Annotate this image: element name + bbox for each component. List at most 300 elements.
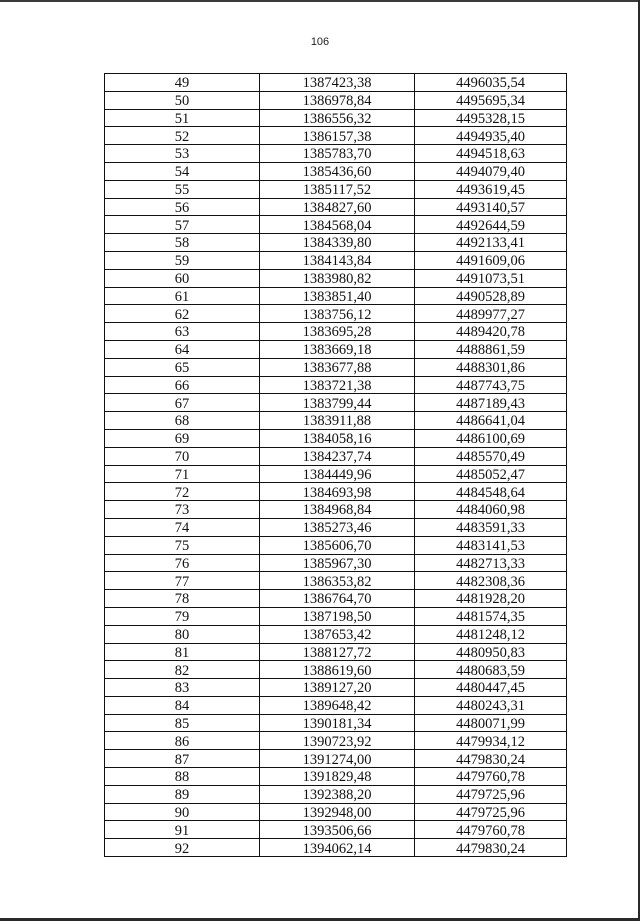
table-row bbox=[105, 501, 567, 519]
y-coordinate-cell bbox=[415, 91, 567, 109]
cell-text: 4495695,34 bbox=[456, 92, 525, 110]
cell-text: 69 bbox=[174, 430, 190, 448]
table-row bbox=[105, 483, 567, 501]
y-coordinate-cell bbox=[415, 216, 567, 234]
cell-text: 77 bbox=[174, 573, 190, 590]
x-coordinate-cell bbox=[260, 785, 415, 803]
y-coordinate-cell bbox=[415, 251, 567, 269]
cell-text: 4487743,75 bbox=[456, 377, 525, 394]
table-row bbox=[105, 679, 567, 697]
x-coordinate-cell bbox=[260, 234, 415, 252]
table-row bbox=[105, 607, 567, 625]
table-row bbox=[105, 91, 567, 109]
point-number-cell bbox=[105, 145, 260, 163]
cell-text: 4494518,63 bbox=[456, 146, 525, 163]
cell-text: 4479760,78 bbox=[456, 822, 525, 839]
cell-text: 68 bbox=[174, 413, 190, 430]
cell-text: 1383669,18 bbox=[302, 341, 372, 359]
cell-text: 4479830,24 bbox=[456, 751, 525, 768]
x-coordinate-cell bbox=[260, 839, 415, 857]
cell-text: 4493619,45 bbox=[456, 181, 525, 199]
point-number-cell bbox=[105, 625, 260, 643]
table-row bbox=[105, 198, 567, 216]
y-coordinate-cell bbox=[415, 109, 567, 127]
cell-text: 1386764,70 bbox=[302, 590, 372, 608]
x-coordinate-cell bbox=[260, 127, 415, 145]
point-number-cell bbox=[105, 768, 260, 786]
point-number-cell bbox=[105, 518, 260, 536]
table-row bbox=[105, 732, 567, 750]
point-number-cell bbox=[105, 572, 260, 590]
y-coordinate-cell bbox=[415, 803, 567, 821]
point-number-cell bbox=[105, 74, 260, 92]
cell-text: 1383799,44 bbox=[302, 395, 372, 412]
point-number-cell bbox=[105, 465, 260, 483]
cell-text: 4492644,59 bbox=[456, 217, 525, 234]
point-number-cell bbox=[105, 340, 260, 358]
table-row bbox=[105, 358, 567, 376]
y-coordinate-cell bbox=[415, 287, 567, 305]
cell-text: 81 bbox=[174, 644, 190, 661]
x-coordinate-cell bbox=[260, 821, 415, 839]
point-number-cell bbox=[105, 696, 260, 714]
table-row bbox=[105, 768, 567, 786]
cell-text: 4491609,06 bbox=[456, 252, 525, 270]
point-number-cell bbox=[105, 785, 260, 803]
y-coordinate-cell bbox=[415, 305, 567, 323]
cell-text: 60 bbox=[174, 270, 190, 288]
cell-text: 90 bbox=[174, 804, 190, 821]
point-number-cell bbox=[105, 839, 260, 857]
table-row bbox=[105, 750, 567, 768]
cell-text: 4479830,24 bbox=[456, 840, 525, 857]
page-edge-top bbox=[0, 0, 640, 2]
cell-text: 1383911,88 bbox=[302, 413, 372, 430]
y-coordinate-cell bbox=[415, 180, 567, 198]
x-coordinate-cell bbox=[260, 554, 415, 572]
cell-text: 66 bbox=[174, 377, 190, 394]
point-number-cell bbox=[105, 376, 260, 394]
y-coordinate-cell bbox=[415, 607, 567, 625]
x-coordinate-cell bbox=[260, 145, 415, 163]
cell-text: 61 bbox=[174, 288, 190, 305]
cell-text: 4488861,59 bbox=[456, 341, 525, 359]
cell-text: 1384827,60 bbox=[302, 199, 372, 216]
cell-text: 75 bbox=[174, 537, 190, 555]
y-coordinate-cell bbox=[415, 465, 567, 483]
x-coordinate-cell bbox=[260, 429, 415, 447]
y-coordinate-cell bbox=[415, 162, 567, 180]
cell-text: 1390181,34 bbox=[302, 715, 372, 732]
table-row bbox=[105, 412, 567, 430]
table-row bbox=[105, 74, 567, 92]
y-coordinate-cell bbox=[415, 679, 567, 697]
x-coordinate-cell bbox=[260, 572, 415, 590]
cell-text: 1392388,20 bbox=[302, 786, 372, 804]
y-coordinate-cell bbox=[415, 483, 567, 501]
table-row bbox=[105, 162, 567, 180]
table-row bbox=[105, 287, 567, 305]
cell-text: 1385967,30 bbox=[302, 555, 372, 572]
cell-text: 4495328,15 bbox=[456, 110, 525, 127]
cell-text: 4484060,98 bbox=[456, 502, 525, 519]
table-row bbox=[105, 127, 567, 145]
cell-text: 85 bbox=[174, 715, 190, 732]
x-coordinate-cell bbox=[260, 269, 415, 287]
cell-text: 54 bbox=[174, 163, 190, 181]
cell-text: 4493140,57 bbox=[456, 199, 525, 216]
y-coordinate-cell bbox=[415, 839, 567, 857]
point-number-cell bbox=[105, 821, 260, 839]
y-coordinate-cell bbox=[415, 625, 567, 643]
cell-text: 1386556,32 bbox=[302, 110, 372, 127]
cell-text: 83 bbox=[174, 679, 190, 697]
cell-text: 1384693,98 bbox=[302, 484, 372, 501]
table-row bbox=[105, 429, 567, 447]
y-coordinate-cell bbox=[415, 127, 567, 145]
x-coordinate-cell bbox=[260, 483, 415, 501]
cell-text: 1383980,82 bbox=[302, 270, 372, 288]
x-coordinate-cell bbox=[260, 696, 415, 714]
cell-text: 1384568,04 bbox=[302, 217, 372, 234]
x-coordinate-cell bbox=[260, 412, 415, 430]
cell-text: 1383677,88 bbox=[302, 359, 372, 377]
cell-text: 88 bbox=[174, 768, 190, 786]
y-coordinate-cell bbox=[415, 429, 567, 447]
cell-text: 1383756,12 bbox=[302, 306, 372, 323]
x-coordinate-cell bbox=[260, 216, 415, 234]
y-coordinate-cell bbox=[415, 572, 567, 590]
point-number-cell bbox=[105, 447, 260, 465]
cell-text: 80 bbox=[174, 626, 190, 643]
y-coordinate-cell bbox=[415, 714, 567, 732]
point-number-cell bbox=[105, 429, 260, 447]
cell-text: 92 bbox=[174, 840, 190, 857]
cell-text: 4479725,96 bbox=[456, 786, 525, 804]
cell-text: 1392948,00 bbox=[302, 804, 372, 821]
x-coordinate-cell bbox=[260, 590, 415, 608]
table-row bbox=[105, 625, 567, 643]
point-number-cell bbox=[105, 750, 260, 768]
x-coordinate-cell bbox=[260, 251, 415, 269]
y-coordinate-cell bbox=[415, 358, 567, 376]
x-coordinate-cell bbox=[260, 394, 415, 412]
x-coordinate-cell bbox=[260, 162, 415, 180]
cell-text: 1384058,16 bbox=[302, 430, 372, 448]
cell-text: 4482713,33 bbox=[456, 555, 525, 572]
cell-text: 1394062,14 bbox=[302, 840, 372, 857]
y-coordinate-cell bbox=[415, 750, 567, 768]
cell-text: 4480071,99 bbox=[456, 715, 525, 732]
point-number-cell bbox=[105, 803, 260, 821]
cell-text: 4486100,69 bbox=[456, 430, 525, 448]
point-number-cell bbox=[105, 483, 260, 501]
cell-text: 74 bbox=[174, 519, 190, 537]
y-coordinate-cell bbox=[415, 518, 567, 536]
x-coordinate-cell bbox=[260, 768, 415, 786]
x-coordinate-cell bbox=[260, 465, 415, 483]
x-coordinate-cell bbox=[260, 358, 415, 376]
x-coordinate-cell bbox=[260, 198, 415, 216]
table-row bbox=[105, 714, 567, 732]
cell-text: 1387198,50 bbox=[302, 608, 372, 626]
cell-text: 1384968,84 bbox=[302, 502, 372, 519]
cell-text: 52 bbox=[174, 128, 190, 145]
cell-text: 70 bbox=[174, 448, 190, 466]
cell-text: 4490528,89 bbox=[456, 288, 525, 305]
cell-text: 79 bbox=[174, 608, 190, 626]
cell-text: 4486641,04 bbox=[456, 413, 525, 430]
y-coordinate-cell bbox=[415, 501, 567, 519]
cell-text: 1390723,92 bbox=[302, 733, 372, 750]
cell-text: 4485052,47 bbox=[456, 466, 525, 483]
cell-text: 1386353,82 bbox=[302, 573, 372, 590]
x-coordinate-cell bbox=[260, 750, 415, 768]
cell-text: 89 bbox=[174, 786, 190, 804]
cell-text: 50 bbox=[174, 92, 190, 110]
cell-text: 86 bbox=[174, 733, 190, 750]
cell-text: 57 bbox=[174, 217, 190, 234]
point-number-cell bbox=[105, 251, 260, 269]
cell-text: 1384143,84 bbox=[302, 252, 372, 270]
x-coordinate-cell bbox=[260, 287, 415, 305]
y-coordinate-cell bbox=[415, 536, 567, 554]
cell-text: 4480447,45 bbox=[456, 679, 525, 697]
cell-text: 4489420,78 bbox=[456, 324, 525, 341]
point-number-cell bbox=[105, 216, 260, 234]
cell-text: 49 bbox=[174, 74, 190, 92]
cell-text: 71 bbox=[174, 466, 190, 483]
table-row bbox=[105, 323, 567, 341]
table-row bbox=[105, 572, 567, 590]
cell-text: 4480243,31 bbox=[456, 697, 525, 715]
table-row bbox=[105, 803, 567, 821]
x-coordinate-cell bbox=[260, 643, 415, 661]
cell-text: 4481574,35 bbox=[456, 608, 525, 626]
point-number-cell bbox=[105, 394, 260, 412]
point-number-cell bbox=[105, 91, 260, 109]
cell-text: 4481248,12 bbox=[456, 626, 525, 643]
cell-text: 4494935,40 bbox=[456, 128, 525, 145]
x-coordinate-cell bbox=[260, 180, 415, 198]
cell-text: 1388619,60 bbox=[302, 662, 372, 679]
y-coordinate-cell bbox=[415, 643, 567, 661]
point-number-cell bbox=[105, 234, 260, 252]
x-coordinate-cell bbox=[260, 518, 415, 536]
x-coordinate-cell bbox=[260, 91, 415, 109]
table-row bbox=[105, 696, 567, 714]
cell-text: 1384449,96 bbox=[302, 466, 372, 483]
cell-text: 4480950,83 bbox=[456, 644, 525, 661]
cell-text: 1383851,40 bbox=[302, 288, 372, 305]
point-number-cell bbox=[105, 607, 260, 625]
cell-text: 91 bbox=[174, 822, 190, 839]
x-coordinate-cell bbox=[260, 340, 415, 358]
point-number-cell bbox=[105, 287, 260, 305]
cell-text: 1389127,20 bbox=[302, 679, 372, 697]
cell-text: 1383721,38 bbox=[302, 377, 372, 394]
cell-text: 1393506,66 bbox=[302, 822, 372, 839]
table-row bbox=[105, 216, 567, 234]
point-number-cell bbox=[105, 162, 260, 180]
table-row bbox=[105, 394, 567, 412]
cell-text: 4484548,64 bbox=[456, 484, 525, 501]
coordinates-table bbox=[104, 73, 567, 857]
x-coordinate-cell bbox=[260, 803, 415, 821]
point-number-cell bbox=[105, 305, 260, 323]
table-row bbox=[105, 518, 567, 536]
table-row bbox=[105, 109, 567, 127]
cell-text: 4494079,40 bbox=[456, 163, 525, 181]
point-number-cell bbox=[105, 269, 260, 287]
point-number-cell bbox=[105, 198, 260, 216]
cell-text: 65 bbox=[174, 359, 190, 377]
point-number-cell bbox=[105, 109, 260, 127]
cell-text: 58 bbox=[174, 235, 190, 252]
y-coordinate-cell bbox=[415, 821, 567, 839]
x-coordinate-cell bbox=[260, 607, 415, 625]
x-coordinate-cell bbox=[260, 536, 415, 554]
cell-text: 1385606,70 bbox=[302, 537, 372, 555]
table-row bbox=[105, 643, 567, 661]
table-row bbox=[105, 251, 567, 269]
y-coordinate-cell bbox=[415, 198, 567, 216]
cell-text: 73 bbox=[174, 502, 190, 519]
cell-text: 84 bbox=[174, 697, 190, 715]
table-row bbox=[105, 536, 567, 554]
cell-text: 4489977,27 bbox=[456, 306, 525, 323]
cell-text: 72 bbox=[174, 484, 190, 501]
point-number-cell bbox=[105, 643, 260, 661]
x-coordinate-cell bbox=[260, 305, 415, 323]
point-number-cell bbox=[105, 714, 260, 732]
cell-text: 4483141,53 bbox=[456, 537, 525, 555]
table-row bbox=[105, 785, 567, 803]
cell-text: 56 bbox=[174, 199, 190, 216]
table-row bbox=[105, 447, 567, 465]
y-coordinate-cell bbox=[415, 696, 567, 714]
cell-text: 51 bbox=[174, 110, 190, 127]
point-number-cell bbox=[105, 732, 260, 750]
cell-text: 55 bbox=[174, 181, 190, 199]
y-coordinate-cell bbox=[415, 234, 567, 252]
y-coordinate-cell bbox=[415, 340, 567, 358]
cell-text: 1386157,38 bbox=[302, 128, 372, 145]
cell-text: 4496035,54 bbox=[456, 74, 525, 92]
point-number-cell bbox=[105, 661, 260, 679]
y-coordinate-cell bbox=[415, 323, 567, 341]
cell-text: 4485570,49 bbox=[456, 448, 525, 466]
cell-text: 4482308,36 bbox=[456, 573, 525, 590]
y-coordinate-cell bbox=[415, 785, 567, 803]
x-coordinate-cell bbox=[260, 714, 415, 732]
x-coordinate-cell bbox=[260, 661, 415, 679]
y-coordinate-cell bbox=[415, 732, 567, 750]
table-row bbox=[105, 340, 567, 358]
cell-text: 64 bbox=[174, 341, 190, 359]
point-number-cell bbox=[105, 501, 260, 519]
cell-text: 1389648,42 bbox=[302, 697, 372, 715]
cell-text: 67 bbox=[174, 395, 190, 412]
y-coordinate-cell bbox=[415, 447, 567, 465]
cell-text: 82 bbox=[174, 662, 190, 679]
table-row bbox=[105, 305, 567, 323]
y-coordinate-cell bbox=[415, 145, 567, 163]
cell-text: 62 bbox=[174, 306, 190, 323]
cell-text: 4479725,96 bbox=[456, 804, 525, 821]
cell-text: 1386978,84 bbox=[302, 92, 372, 110]
cell-text: 53 bbox=[174, 146, 190, 163]
point-number-cell bbox=[105, 180, 260, 198]
y-coordinate-cell bbox=[415, 554, 567, 572]
x-coordinate-cell bbox=[260, 625, 415, 643]
page-number: 106 bbox=[310, 36, 330, 48]
cell-text: 63 bbox=[174, 324, 190, 341]
cell-text: 1384237,74 bbox=[302, 448, 372, 466]
cell-text: 4488301,86 bbox=[456, 359, 525, 377]
cell-text: 1383695,28 bbox=[302, 324, 372, 341]
point-number-cell bbox=[105, 412, 260, 430]
cell-text: 4479760,78 bbox=[456, 768, 525, 786]
cell-text: 1388127,72 bbox=[302, 644, 372, 661]
table-row bbox=[105, 269, 567, 287]
table-row bbox=[105, 465, 567, 483]
cell-text: 4480683,59 bbox=[456, 662, 525, 679]
point-number-cell bbox=[105, 554, 260, 572]
y-coordinate-cell bbox=[415, 394, 567, 412]
table-row bbox=[105, 661, 567, 679]
cell-text: 4479934,12 bbox=[456, 733, 525, 750]
point-number-cell bbox=[105, 679, 260, 697]
x-coordinate-cell bbox=[260, 679, 415, 697]
cell-text: 1391274,00 bbox=[302, 751, 372, 768]
cell-text: 4492133,41 bbox=[456, 235, 525, 252]
cell-text: 4491073,51 bbox=[456, 270, 525, 288]
x-coordinate-cell bbox=[260, 323, 415, 341]
y-coordinate-cell bbox=[415, 661, 567, 679]
y-coordinate-cell bbox=[415, 269, 567, 287]
table-row bbox=[105, 145, 567, 163]
cell-text: 1387423,38 bbox=[302, 74, 372, 92]
x-coordinate-cell bbox=[260, 109, 415, 127]
cell-text: 4483591,33 bbox=[456, 519, 525, 537]
cell-text: 1391829,48 bbox=[302, 768, 372, 786]
cell-text: 1385436,60 bbox=[302, 163, 372, 181]
point-number-cell bbox=[105, 590, 260, 608]
cell-text: 4481928,20 bbox=[456, 590, 525, 608]
point-number-cell bbox=[105, 358, 260, 376]
x-coordinate-cell bbox=[260, 501, 415, 519]
table-row bbox=[105, 821, 567, 839]
cell-text: 1385783,70 bbox=[302, 146, 372, 163]
y-coordinate-cell bbox=[415, 412, 567, 430]
cell-text: 1385273,46 bbox=[302, 519, 372, 537]
cell-text: 76 bbox=[174, 555, 190, 572]
table-row bbox=[105, 590, 567, 608]
x-coordinate-cell bbox=[260, 732, 415, 750]
x-coordinate-cell bbox=[260, 74, 415, 92]
point-number-cell bbox=[105, 536, 260, 554]
cell-text: 78 bbox=[174, 590, 190, 608]
cell-text: 4487189,43 bbox=[456, 395, 525, 412]
x-coordinate-cell bbox=[260, 447, 415, 465]
table-row bbox=[105, 234, 567, 252]
table-row bbox=[105, 180, 567, 198]
y-coordinate-cell bbox=[415, 74, 567, 92]
cell-text: 1384339,80 bbox=[302, 235, 372, 252]
point-number-cell bbox=[105, 127, 260, 145]
y-coordinate-cell bbox=[415, 590, 567, 608]
